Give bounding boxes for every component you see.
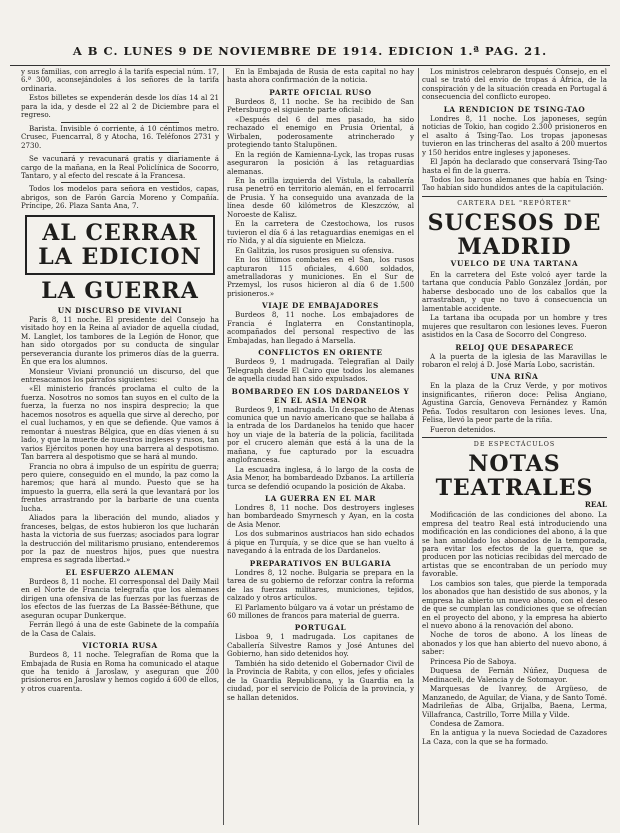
espectaculos-label: DE ESPECTÁCULOS [473,441,556,449]
divider [422,196,607,197]
divider [61,182,179,183]
column-1 [21,68,219,827]
closing-edition-box [25,215,215,275]
guerra-paragraph-1: París 8, 11 noche. El presidente del Consejo ha visitado hoy en la Reina al aviador de aquella ciudad, M. Langlet, los tambores de la Legión de Honor, que han sido otorgados por su conducta de singular perseverancia durante los primeros días de la guerra. En que era los alumnos. [21,314,219,367]
rina-title: UNA RIÑA [490,372,539,382]
sucesos-paragraph-1: En la carretera del Este volcó ayer tarde la tartana que conducía Pablo González Jordán, por haberse desbocado uno de los caballos que la arrastraban, y que no tuvo á consecuencia un lamentable accidente. [422,269,607,313]
divider [61,122,179,123]
bombardeo-title: BOMBARDEO EN LOS DARDANELOS Y EN EL ASIA MENOR [231,386,410,405]
page-header [10,44,610,66]
notice-modelos: Todos los modelos para señora en vestidos, capas, abrigos, son de Farón García Moreno y Compañía. Príncipe, 26. Plaza Santa Ana, 7. [21,184,219,211]
portugal-title: PORTUGAL [294,623,347,633]
ministros-paragraph: Los ministros celebraron después Consejo, en el cual se trató del envío de tropas á África, de la conspiración y de la situación creada en Portugal á consecuencia del conflicto europeo. [422,68,607,102]
column-divider-1 [223,68,224,825]
notas-paragraph-8: En la antigua y la nueva Sociedad de Cazadores La Caza, con la que se ha formado. [422,728,607,746]
notas-paragraph-7: Condesa de Zamora. [430,719,505,729]
guerra-paragraph-5: Aliados para la liberación del mundo, aliados y franceses, belgas, de estos hubieron los que lucharán hasta la victoria de sus fuerzas; asociados para lograr la destrucción del militarismo prusiano, entenderemos por la paz de nuestros hijos, pues que nuestra empresa es sagrada libertad.» [21,513,219,565]
mar-paragraph-2: Los dos submarinos austriacos han sido echados á pique en Turquía, y se dice que se han vuelto á navegando á la entrada de los Dardanelos. [227,529,414,556]
notas-paragraph-1: Modificación de las condiciones del abono. La empresa del teatro Real está introduciendo una modificación en las condiciones del abono, á la que se han amoldado los abonados de la temporada, para evitar los efectos de la guerra, que se producen por las noticias recibidas del mercado de artistas que se encontraban de un período muy favorable. [422,510,607,579]
guerra-paragraph-2: Monsieur Viviani pronunció un discurso, del que entresacamos los párrafos siguientes: [21,366,219,384]
sucesos-paragraph-2: La tartana iba ocupada por un hombre y tres mujeres que resultaron con lesiones leves. Fueron asistidos en la Casa de Socorro del Congreso. [422,313,607,340]
sucesos-title: SUCESOS DE MADRID [427,209,602,260]
embajada-paragraph: En la Embajada de Rusia de esta capital no hay hasta ahora confirmación de la noticia. [227,68,414,85]
parte-paragraph-3: En la región de Kamienna-Lyck, las tropas rusas aseguraron la posición á las retaguardias alemanas. [227,149,414,176]
parte-title: PARTE OFICIAL RUSO [269,87,372,97]
column-3 [422,68,607,827]
preparativos-paragraph-1: Londres 8, 12 noche. Bulgaria se prepara en la tarea de su gobierno de reforzar contra la reforma de las fuerzas militares, municiones, tejidos, calzado y otros artículos. [227,567,414,603]
parte-paragraph-2: «Después del 6 del mes pasado, ha sido rechazado el enemigo en Prusia Oriental, á Wirbalen, poderosamente atrincherado y protegiendo tanto Stalupönen. [227,114,414,150]
parte-paragraph-1: Burdeos 8, 11 noche. Se ha recibido de San Petersburgo el siguiente parte oficial: [227,96,414,115]
viaje-title: VIAJE DE EMBAJADORES [262,301,379,311]
esfuerzo-title: EL ESFUERZO ALEMAN [65,567,175,577]
column-2 [227,68,414,827]
bombardeo-paragraph-2: La escuadra inglesa, á lo largo de la costa de Asia Menor, ha bombardeado Dzbanos. La artillería turca se defendió ocupando la posición de Akaba. [227,464,414,491]
esfuerzo-paragraph-1: Burdeos 8, 11 noche. El corresponsal del Daily Mail en el Norte de Francia telegrafía que los alemanes dirigen una ofensiva de las fuerzas por las fuerzas de los efectos de las fuerzas de La Bassée-Béthune, que aseguran ocupar Dunkerque. [21,576,219,620]
bombardeo-paragraph-1: Burdeos 9, 1 madrugada. Un despacho de Atenas comunica que un navío americano que se hallaba á la entrada de los Dardanelos ha tenido que hacer hoy un viaje de la batería de la policía, facilitada por el crucero alemán que está á la una de la mañana, y fue capturado por la escuadra anglofrancesa. [227,404,414,465]
notas-subtitle: REAL [584,500,607,510]
notas-paragraph-5: Duquesa de Fernán Núñez, Duquesa de Medinaceli, de Valencia y de Sotomayor. [422,666,607,684]
parte-paragraph-4: En la orilla izquierda del Vístula, la caballería rusa penetró en territorio alemán, en el ferrocarril de Prusia. Y ha conseguido una avanzada de la línea desde 60 kilómetros de Kleszczów, al Noroeste de Kalisz. [227,175,414,219]
intro-paragraph-2: Estos billetes se expenderán desde los días 14 al 21 para la ida, y desde el 22 al 2 de Diciembre para el regreso. [21,93,219,120]
portugal-paragraph-1: Lisboa 9, 1 madrugada. Los capitanes de Caballería Silvestre Ramos y José Antunes del Gobierno, han sido detenidos hoy. [227,632,414,659]
rendicion-paragraph-3: Todos los barcos alemanes que había en Tsing-Tao habían sido hundidos antes de la capitulación. [422,174,607,193]
rina-paragraph-1: En la plaza de la Cruz Verde, y por motivos insignificantes, riñeron doce: Pelisa Angiano, Agustina García, Genoveva Fernández y Ramón Peña. Todos resultaron con lesiones leves. Una, Felisa, llevó la peor parte de la riña. [422,381,607,425]
rina-paragraph-2: Fueron detenidos. [430,424,496,434]
preparativos-paragraph-2: El Parlamento búlgaro va á votar un préstamo de 60 millones de francos para material de guerra. [227,602,414,621]
rendicion-paragraph-2: El Japón ha declarado que conservará Tsing-Tao hasta el fin de la guerra. [422,157,607,175]
notas-paragraph-6: Marquesas de Ivanrey, de Argüeso, de Manzanedo, de Aguilar, de Viana, y de Santo Tomé. Madrileñas de Alba, Grijalba, Baena, Lerma, Villafranca, Castrillo, Torre Milla y Vilde. [422,684,607,719]
victoria-title: VICTORIA RUSA [82,641,158,651]
cartera-label: CARTERA DEL "REPÓRTER" [457,199,572,207]
guerra-subtitle: UN DISCURSO DE VIVIANI [57,305,183,315]
parte-paragraph-7: En los últimos combates en el San, los rusos capturaron 115 oficiales, 4.600 soldados, ametralladoras y municiones. En el Sur de Przemysl, los rusos hicieron al día 6 de 1.500 prisioneros.» [227,255,414,298]
notas-paragraph-3: Noche de toros de abono. A los líneas de abonados y los que han abierto del nuevo abono, á saber: [422,630,607,657]
preparativos-title: PREPARATIVOS EN BULGARIA [249,558,392,568]
parte-paragraph-6: En Galitzia, los rusos prosiguen su ofensiva. [235,245,395,255]
conflictos-paragraph-1: Burdeos 9, 1 madrugada. Telegrafían al Daily Telegraph desde El Cairo que todos los alemanes de aquella ciudad han sido expulsados. [227,357,414,384]
header-text: A B C. LUNES 9 DE NOVIEMBRE DE 1914. EDICION 1.ª PAG. 21. [72,44,548,58]
notice-barista: Barista. Invisible ó corriente, á 10 céntimos metro. Crusec, Fuencarral, 8 y Atocha, 16. Teléfonos 2731 y 2730. [21,123,219,150]
guerra-paragraph-4: Francia no obra á impulso de un espíritu de guerra; pero quiere, conseguido en el mundo, la paz como la haremos; que hará al mundo. Puesto que se ha impuesto la guerra, ella será la que levantará por los frentes arrastrando por la barbarie de una cuenta lucha. [21,461,219,513]
rendicion-paragraph-1: Londres 8, 11 noche. Los japoneses, según noticias de Tokio, han cogido 2.300 prisioneros en el asalto á Tsing-Tao. Los tropas japonesas tuvieron en las trincheras del asalto á 200 muertos y 150 heridos entre ingleses y japoneses. [422,113,607,157]
esfuerzo-paragraph-2: Ferrán llegó á una de este Gabinete de la compañía de la Casa de Calais. [21,620,219,638]
portugal-paragraph-2: También ha sido detenido el Gobernador Civil de la Provincia de Rabita, y con ellos, jefes y oficiales de la Guardia Republicana, y la Guardia en la ciudad, por el servicio de Policía de la provincia, y se hallan detenidos. [227,658,414,702]
guerra-paragraph-3: «El ministerio francés proclama el culto de la fuerza. Nosotros no somos tan suyos en el culto de la fuerza, la fuerza no nos inspira desprecio; la que hacemos nosotros es aquella que sirve al derecho, por el cual luchamos, y en que se defiende. Que vamos á remontar á nuestras Bélgica, que en días vienen á su lado, y que la muerte de nuestros ingleses y rusos, tan varios Ejércitos ponen hoy una barrera al despotismo. Tan barrera al despotismo que se hará al mundo. [21,384,219,462]
divider [422,437,607,438]
notas-paragraph-4: Princesa Pío de Saboya. [430,656,517,666]
mar-title: LA GUERRA EN EL MAR [264,494,377,504]
mar-paragraph-1: Londres 8, 11 noche. Dos destroyers ingleses han bombardeado Smyrnesch y Ayan, en la costa de Asia Menor. [227,503,414,529]
rendicion-title: LA RENDICION DE TSING-TAO [443,104,586,114]
reloj-paragraph-1: A la puerta de la iglesia de las Maravillas le robaron el reloj á D. José María Lobo, sacristán. [422,351,607,369]
notas-paragraph-2: Los cambios son tales, que pierde la temporada los abonados que han desistido de sus abonos, y la empresa ha abierto un nuevo abono, con el deseo de que se cumplan las condiciones que se ofrecían en el proyecto del abono, y la empresa ha abierto el nuevo abono á la renovación del abono. [422,578,607,631]
divider [61,152,179,153]
victoria-paragraph-1: Burdeos 8, 11 noche. Telegrafían de Roma que la Embajada de Rusia en Roma ha comunicado el ataque que ha tenido á Jaroslaw, y aseguran que 200 prisioneros en Jaroslaw y hemos cogido á 600 de ellos, y otros cuarenta. [21,650,219,693]
box-line-1: AL CERRAR [42,219,198,246]
viaje-paragraph-1: Burdeos 8, 11 noche. Los embajadores de Francia é Inglaterra en Constantinopla, acompañados del personal respectivo de las Embajadas, han llegado á Marsella. [227,310,414,345]
intro-paragraph-1: y sus familias, con arreglo á la tarifa especial núm. 17, 6.ª 300, aconsejándoles á los señores de la tarifa ordinaria. [21,68,219,93]
notice-vacuna: Se vacunará y revacunará gratis y diariamente á cargo de la mañana, en la Real Policlínica de Socorro, Tantaro, y al efecto del rescate á la Francesa. [21,154,219,180]
notas-title: NOTAS TEATRALES [435,451,594,502]
box-line-2: LA EDICION [38,243,202,270]
sucesos-subtitle: VUELCO DE UNA TARTANA [450,258,579,268]
guerra-title: LA GUERRA [41,277,199,304]
conflictos-title: CONFLICTOS EN ORIENTE [258,348,383,358]
header-rule [10,65,610,66]
reloj-title: RELOJ QUE DESAPARECE [455,342,574,352]
parte-paragraph-5: En la carretera de Czestochowa, los rusos tuvieron el día 6 á las retaguardias enemigas en el río Nida, y al día siguiente en Mielcza. [227,219,414,246]
column-divider-2 [418,68,419,825]
